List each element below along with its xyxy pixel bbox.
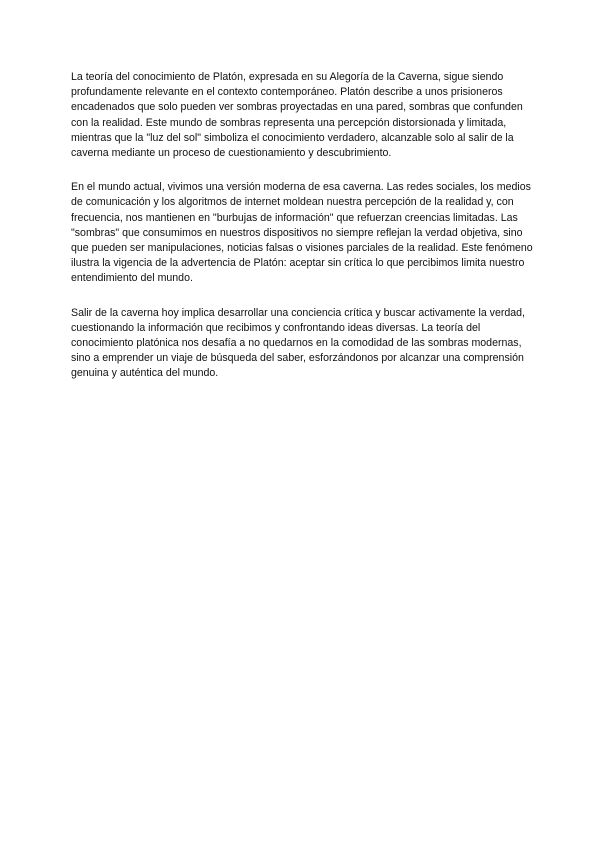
document-body	[71, 70, 533, 401]
paragraph-3: Salir de la caverna hoy implica desarrollar una conciencia crítica y buscar activamente la verdad, cuestionando la información que recibimos y confrontando ideas diversas. La teoría del conocimiento platónica nos desafía a no quedarnos en la comodidad de las sombras modernas, sino a emprender un viaje de búsqueda del saber, esforzándonos por alcanzar una comprensión genuina y auténtica del mundo.	[71, 306, 525, 380]
paragraph-1: La teoría del conocimiento de Platón, expresada en su Alegoría de la Caverna, sigue siendo profundamente relevante en el contexto contemporáneo. Platón describe a unos prisioneros encadenados que solo pueden ver sombras proyectadas en una pared, sombras que confunden con la realidad. Este mundo de sombras representa una percepción distorsionada y limitada, mientras que la "luz del sol" simboliza el conocimiento verdadero, alcanzable solo al salir de la caverna mediante un proceso de cuestionamiento y descubrimiento.	[71, 71, 523, 160]
paragraph-2: En el mundo actual, vivimos una versión moderna de esa caverna. Las redes sociales, los medios de comunicación y los algoritmos de internet moldean nuestra percepción de la realidad y, con frecuencia, nos mantienen en "burbujas de información" que refuerzan creencias limitadas. Las "sombras" que consumimos en nuestros dispositivos no siempre reflejan la verdad objetiva, sino que pueden ser manipulaciones, noticias falsas o visiones parciales de la realidad. Este fenómeno ilustra la vigencia de la advertencia de Platón: aceptar sin crítica lo que percibimos limita nuestro entendimiento del mundo.	[71, 181, 533, 285]
